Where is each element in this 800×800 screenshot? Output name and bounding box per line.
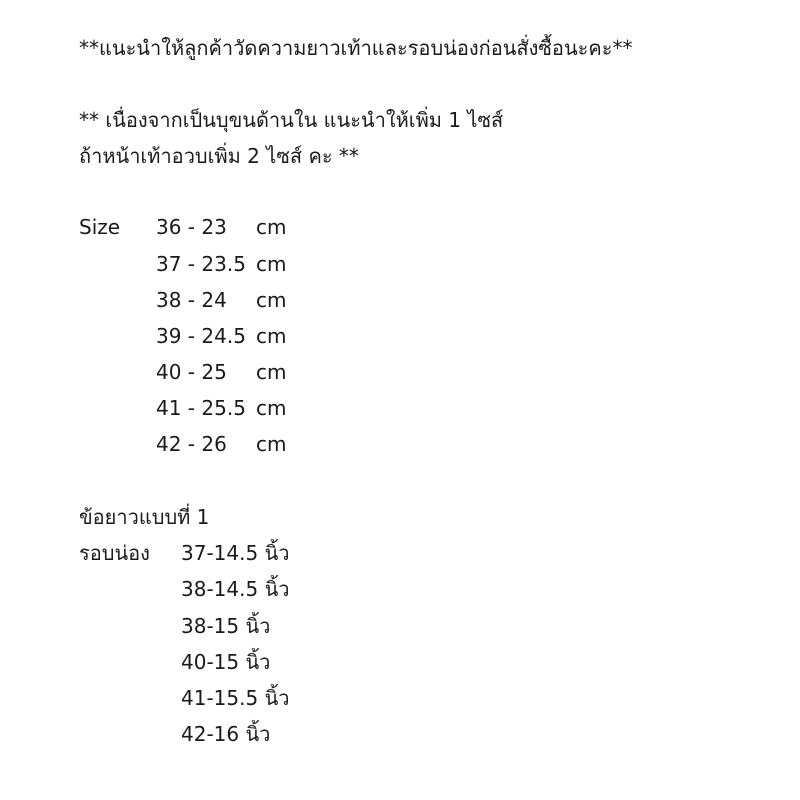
size-row	[156, 432, 286, 456]
size-value: 39 - 24.5	[156, 324, 246, 348]
size-row	[156, 215, 286, 239]
size-unit: cm	[256, 215, 287, 239]
size-unit: cm	[256, 252, 287, 276]
calf-unit: นิ้ว	[245, 722, 271, 746]
size-row	[156, 324, 286, 348]
calf-value: 38-14.5	[181, 577, 259, 601]
calf-value: 42-16	[181, 722, 240, 746]
size-value: 38 - 24	[156, 288, 227, 312]
size-chart-label: Size	[79, 215, 121, 239]
size-value: 40 - 25	[156, 360, 227, 384]
calf-unit: นิ้ว	[245, 614, 271, 638]
size-unit: cm	[256, 324, 287, 348]
size-unit: cm	[256, 396, 287, 420]
calf-unit: นิ้ว	[264, 577, 290, 601]
calf-chart-label: รอบน่อง	[79, 541, 150, 565]
size-unit: cm	[256, 288, 287, 312]
calf-value: 40-15	[181, 650, 240, 674]
calf-row	[181, 686, 289, 710]
size-row	[156, 396, 286, 420]
size-row	[156, 252, 286, 276]
calf-row	[181, 722, 270, 746]
calf-value: 41-15.5	[181, 686, 259, 710]
calf-row	[181, 650, 270, 674]
fur-lining-advice-text: ** เนื่องจากเป็นบุขนด้านใน แนะนำให้เพิ่ม 1 ไซส์	[79, 108, 504, 132]
size-value: 42 - 26	[156, 432, 227, 456]
wide-foot-advice-text: ถ้าหน้าเท้าอวบเพิ่ม 2 ไซส์ คะ **	[79, 144, 359, 168]
size-unit: cm	[256, 360, 287, 384]
calf-row	[181, 577, 289, 601]
calf-chart-title: ข้อยาวแบบที่ 1	[79, 505, 210, 529]
calf-value: 38-15	[181, 614, 240, 638]
size-unit: cm	[256, 432, 287, 456]
measure-advice-text: **แนะนำให้ลูกค้าวัดความยาวเท้าและรอบน่องก่อนสั่งซื้อนะคะ**	[79, 36, 633, 60]
calf-unit: นิ้ว	[264, 541, 290, 565]
size-row	[156, 288, 286, 312]
size-row	[156, 360, 286, 384]
size-value: 41 - 25.5	[156, 396, 246, 420]
calf-value: 37-14.5	[181, 541, 259, 565]
calf-row	[181, 541, 289, 565]
calf-row	[181, 614, 270, 638]
size-value: 36 - 23	[156, 215, 227, 239]
calf-unit: นิ้ว	[264, 686, 290, 710]
calf-unit: นิ้ว	[245, 650, 271, 674]
size-value: 37 - 23.5	[156, 252, 246, 276]
